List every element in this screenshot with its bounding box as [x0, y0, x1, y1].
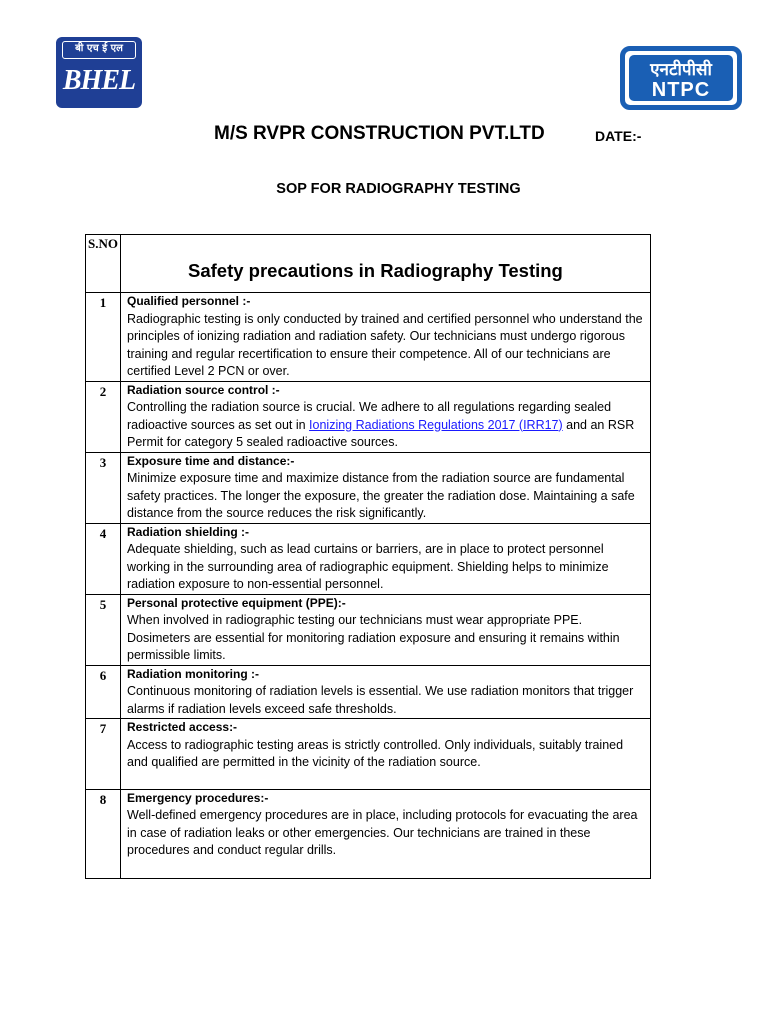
table-row [86, 665, 651, 719]
sno-header: S.NO [86, 235, 121, 293]
row-number: 7 [86, 719, 121, 790]
item-title: Radiation shielding :- [127, 524, 249, 539]
item-text: Continuous monitoring of radiation levels is essential. We use radiation monitors that trigger alarms if radiation levels exceed safe thresholds. [127, 684, 634, 716]
bhel-logo-devanagari: बी एच ई एल [62, 41, 136, 59]
row-content [121, 381, 651, 452]
item-title: Restricted access:- [127, 720, 238, 734]
row-content [121, 293, 651, 382]
safety-precautions-table [85, 234, 651, 879]
item-title: Emergency procedures:- [127, 790, 269, 805]
item-text-after-link: and an RSR Permit for category 5 sealed radioactive sources. [127, 417, 635, 449]
bhel-logo [56, 37, 142, 108]
item-text [127, 399, 646, 452]
row-content [121, 789, 651, 878]
table-row [86, 594, 651, 665]
table-row [86, 452, 651, 523]
irr17-link[interactable]: Ionizing Radiations Regulations 2017 (IRR17) [309, 417, 563, 432]
row-content [121, 452, 651, 523]
table-title: Safety precautions in Radiography Testing [121, 235, 651, 293]
table-row [86, 789, 651, 878]
item-text: Radiographic testing is only conducted by trained and certified personnel who understand the principles of ionizing radiation and radiation safety. Our technicians must undergo rigorous training and regular recertification to ensure their competence. All of our technicians are certified Level 2 PCN or over. [127, 311, 643, 378]
row-content [121, 719, 651, 790]
table-row [86, 293, 651, 382]
item-text: Adequate shielding, such as lead curtains or barriers, are in place to protect personnel working in the surrounding area of radiographic equipment. Shielding helps to minimize radiation exposure to non-essential personnel. [127, 542, 609, 591]
item-text: Access to radiographic testing areas is strictly controlled. Only individuals, suitably trained and qualified are permitted in the vicinity of the radiation source. [127, 737, 624, 769]
ntpc-logo-inner [629, 55, 733, 101]
row-number: 4 [86, 523, 121, 594]
item-text: Well-defined emergency procedures are in place, including protocols for evacuating the area in case of radiation leaks or other emergencies. Our technicians are trained in these procedures and conduct regular drills. [127, 808, 638, 857]
item-title: Personal protective equipment (PPE):- [127, 595, 346, 610]
item-title: Radiation monitoring :- [127, 666, 259, 681]
table-row [86, 523, 651, 594]
sop-title: SOP FOR RADIOGRAPHY TESTING [276, 181, 521, 197]
bhel-logo-text: BHEL [62, 65, 136, 96]
item-text: When involved in radiographic testing our technicians must wear appropriate PPE. Dosimeters are essential for monitoring radiation exposure and ensuring it remains within permissible limits. [127, 613, 620, 662]
company-name: M/S RVPR CONSTRUCTION PVT.LTD [214, 123, 545, 144]
date-label: DATE:- [595, 128, 642, 144]
table-header-row [86, 235, 651, 293]
row-content [121, 594, 651, 665]
row-number: 3 [86, 452, 121, 523]
row-content [121, 523, 651, 594]
row-number: 6 [86, 665, 121, 719]
table-row [86, 719, 651, 790]
item-title: Exposure time and distance:- [127, 453, 295, 468]
item-text: Minimize exposure time and maximize distance from the radiation source are fundamental safety practices. The longer the exposure, the greater the radiation dose. Maintaining a safe distance from the source reduces the risk significantly. [127, 471, 635, 520]
row-number: 2 [86, 381, 121, 452]
item-title: Qualified personnel :- [127, 294, 251, 308]
row-number: 8 [86, 789, 121, 878]
row-number: 5 [86, 594, 121, 665]
ntpc-logo-text: NTPC [651, 79, 711, 101]
ntpc-logo [620, 46, 742, 110]
table-row [86, 381, 651, 452]
row-number: 1 [86, 293, 121, 382]
item-text-before-link: Controlling the radiation source is crucial. We adhere to all regulations regarding sealed radioactive sources as set out in [127, 400, 612, 432]
item-title: Radiation source control :- [127, 382, 280, 397]
row-content [121, 665, 651, 719]
ntpc-logo-devanagari: एनटीपीसी [650, 60, 712, 80]
